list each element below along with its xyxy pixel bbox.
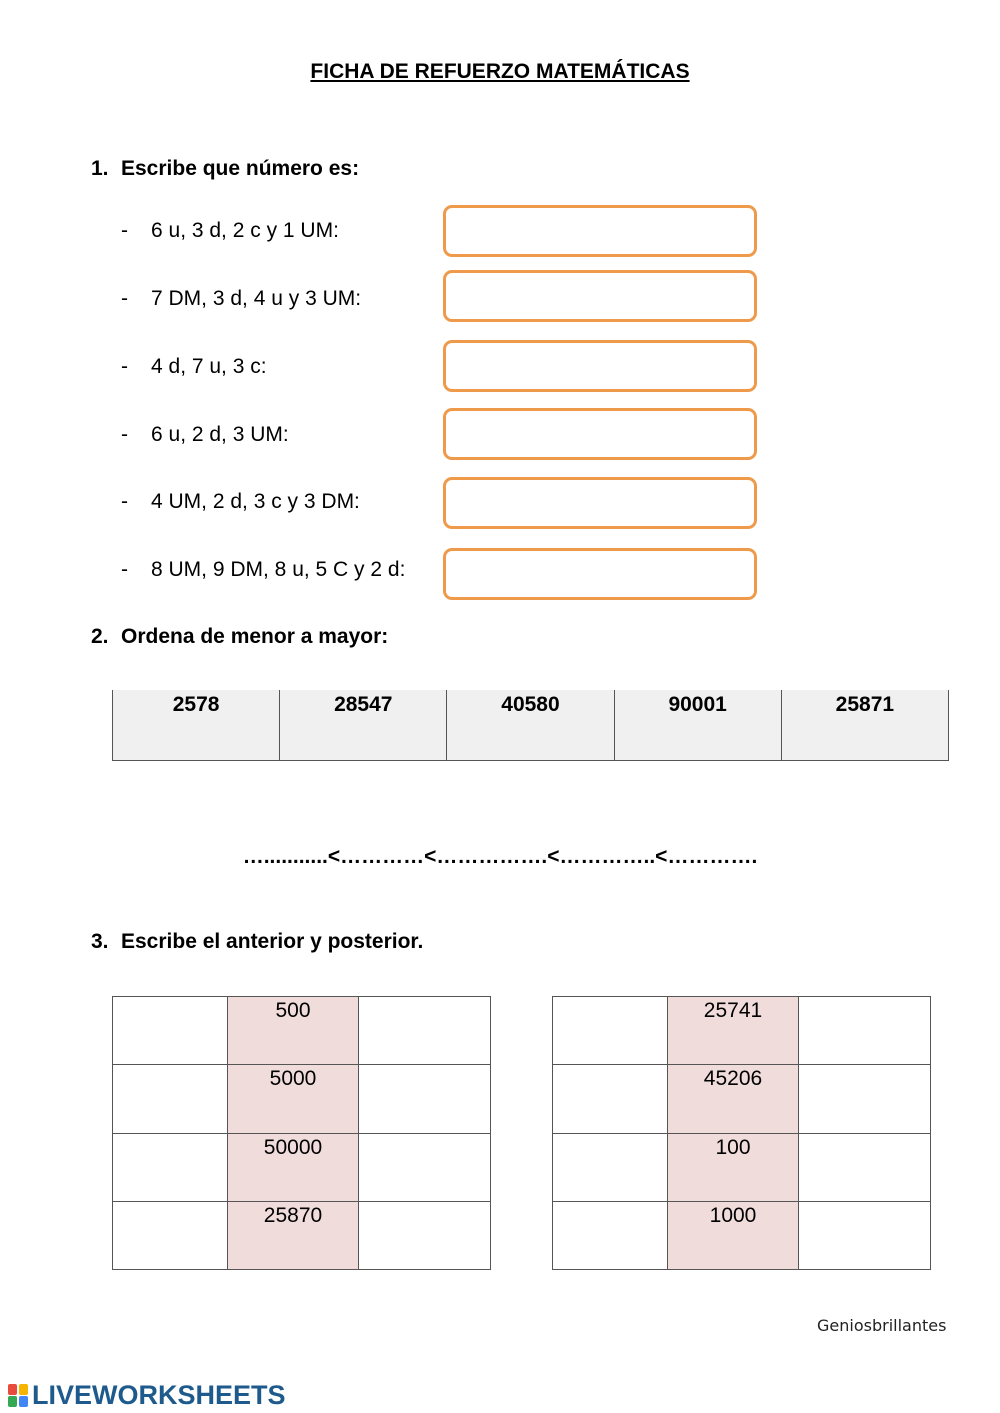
previous-cell[interactable] — [113, 1201, 228, 1269]
section-3-title: Escribe el anterior y posterior. — [121, 930, 424, 953]
section-1-number: 1. — [91, 157, 109, 180]
table-row — [553, 1133, 931, 1201]
previous-input[interactable] — [554, 1067, 670, 1129]
next-input[interactable] — [360, 1136, 493, 1198]
next-input[interactable] — [800, 1067, 933, 1129]
previous-cell[interactable] — [553, 1201, 668, 1269]
table-row — [113, 997, 491, 1065]
answer-box-6[interactable] — [443, 548, 757, 600]
given-number: 5000 — [228, 1065, 359, 1133]
bullet-dash: - — [121, 355, 128, 378]
given-number: 25870 — [228, 1201, 359, 1269]
number-cell: 25871 — [781, 690, 948, 761]
table-row — [113, 1065, 491, 1133]
bullet-dash: - — [121, 423, 128, 446]
exercise-1-item — [121, 423, 289, 447]
item-label: 6 u, 3 d, 2 c y 1 UM: — [151, 219, 339, 242]
table-row — [113, 1133, 491, 1201]
answer-input-4[interactable] — [446, 411, 754, 457]
order-answer-line[interactable]: …...........<…………<…………….<…………..<…………. — [242, 845, 758, 868]
previous-input[interactable] — [554, 999, 670, 1061]
predecessor-successor-table-left — [112, 996, 491, 1270]
previous-cell[interactable] — [553, 1065, 668, 1133]
answer-box-5[interactable] — [443, 477, 757, 529]
previous-input[interactable] — [114, 1204, 230, 1266]
next-cell[interactable] — [799, 997, 931, 1065]
next-input[interactable] — [800, 999, 933, 1061]
previous-cell[interactable] — [553, 1133, 668, 1201]
exercise-1-item — [121, 219, 339, 243]
previous-input[interactable] — [554, 1136, 670, 1198]
previous-input[interactable] — [114, 999, 230, 1061]
bullet-dash: - — [121, 219, 128, 242]
next-cell[interactable] — [359, 1133, 491, 1201]
exercise-1-item — [121, 490, 360, 514]
author-credit: Geniosbrillantes — [817, 1316, 947, 1335]
next-cell[interactable] — [359, 1065, 491, 1133]
next-cell[interactable] — [359, 997, 491, 1065]
given-number: 500 — [228, 997, 359, 1065]
item-label: 6 u, 2 d, 3 UM: — [151, 423, 289, 446]
bullet-dash: - — [121, 287, 128, 310]
next-cell[interactable] — [359, 1201, 491, 1269]
exercise-1-item — [121, 287, 361, 311]
next-input[interactable] — [360, 1067, 493, 1129]
answer-box-1[interactable] — [443, 205, 757, 257]
bullet-dash: - — [121, 558, 128, 581]
answer-input-1[interactable] — [446, 208, 754, 254]
answer-input-2[interactable] — [446, 273, 754, 319]
answer-input-6[interactable] — [446, 551, 754, 597]
previous-cell[interactable] — [113, 1065, 228, 1133]
answer-box-4[interactable] — [443, 408, 757, 460]
next-input[interactable] — [800, 1204, 933, 1266]
next-input[interactable] — [360, 999, 493, 1061]
exercise-1-item — [121, 355, 267, 379]
number-cell: 90001 — [614, 690, 781, 761]
section-3-number: 3. — [91, 930, 109, 953]
given-number: 50000 — [228, 1133, 359, 1201]
next-input[interactable] — [800, 1136, 933, 1198]
next-cell[interactable] — [799, 1133, 931, 1201]
answer-input-5[interactable] — [446, 480, 754, 526]
item-label: 8 UM, 9 DM, 8 u, 5 C y 2 d: — [151, 558, 406, 581]
table-row — [553, 1201, 931, 1269]
next-input[interactable] — [360, 1204, 493, 1266]
next-cell[interactable] — [799, 1065, 931, 1133]
section-1-title: Escribe que número es: — [121, 157, 360, 180]
answer-input-3[interactable] — [446, 343, 754, 389]
given-number: 100 — [668, 1133, 799, 1201]
bullet-dash: - — [121, 490, 128, 513]
given-number: 1000 — [668, 1201, 799, 1269]
section-2-number: 2. — [91, 625, 109, 648]
number-cell: 2578 — [113, 690, 280, 761]
table-row — [553, 1065, 931, 1133]
item-label: 4 UM, 2 d, 3 c y 3 DM: — [151, 490, 360, 513]
liveworksheets-logo — [8, 1380, 286, 1410]
number-cell: 28547 — [280, 690, 447, 761]
item-label: 4 d, 7 u, 3 c: — [151, 355, 267, 378]
previous-input[interactable] — [114, 1067, 230, 1129]
logo-text: LIVEWORKSHEETS — [32, 1379, 286, 1410]
number-cell: 40580 — [447, 690, 614, 761]
previous-cell[interactable] — [553, 997, 668, 1065]
table-row — [553, 997, 931, 1065]
section-2-title: Ordena de menor a mayor: — [121, 625, 389, 648]
table-row — [113, 1201, 491, 1269]
answer-box-2[interactable] — [443, 270, 757, 322]
exercise-1-item — [121, 558, 405, 582]
previous-cell[interactable] — [113, 997, 228, 1065]
given-number: 45206 — [668, 1065, 799, 1133]
previous-input[interactable] — [114, 1136, 230, 1198]
section-3-heading — [91, 930, 423, 954]
section-1-heading — [91, 157, 359, 181]
next-cell[interactable] — [799, 1201, 931, 1269]
previous-input[interactable] — [554, 1204, 670, 1266]
given-number: 25741 — [668, 997, 799, 1065]
answer-box-3[interactable] — [443, 340, 757, 392]
page-title: FICHA DE REFUERZO MATEMÁTICAS — [310, 60, 690, 83]
predecessor-successor-table-right — [552, 996, 931, 1270]
logo-icon — [8, 1382, 30, 1408]
previous-cell[interactable] — [113, 1133, 228, 1201]
item-label: 7 DM, 3 d, 4 u y 3 UM: — [151, 287, 362, 310]
section-2-heading — [91, 625, 388, 649]
numbers-to-order-table — [112, 690, 949, 761]
